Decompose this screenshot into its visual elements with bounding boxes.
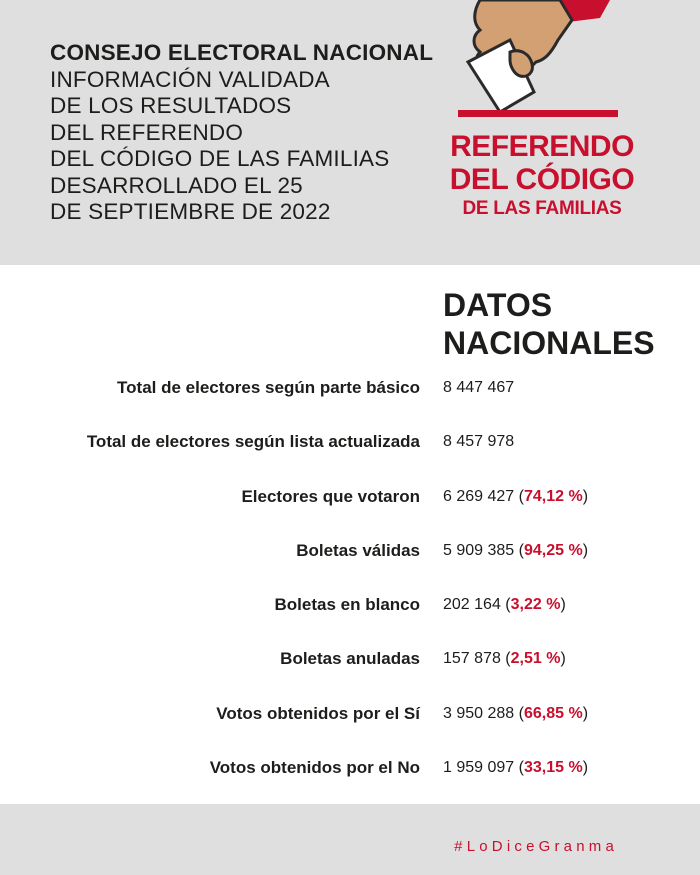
result-value: 1 959 097 (33,15 %) [443, 759, 589, 777]
result-number: 202 164 [443, 596, 501, 614]
result-label: Boletas en blanco [274, 595, 420, 615]
header-line-3: DE LOS RESULTADOS [50, 93, 292, 118]
section-title [443, 286, 655, 362]
logo-line-2: DEL CÓDIGO [449, 163, 635, 196]
header-line-7: DE SEPTIEMBRE DE 2022 [50, 199, 331, 224]
result-row [0, 479, 700, 533]
result-value [443, 433, 514, 451]
result-row [0, 696, 700, 750]
result-value [443, 379, 514, 397]
result-number: 6 269 427 [443, 487, 515, 505]
header-line-5: DEL CÓDIGO DE LAS FAMILIAS [50, 146, 390, 171]
logo-line-1: REFERENDO [450, 130, 634, 163]
result-value: 157 878 (2,51 %) [443, 650, 566, 668]
result-row [0, 533, 700, 587]
header-line-1: CONSEJO ELECTORAL NACIONAL [50, 40, 434, 65]
hashtag: #LoDiceGranma [454, 838, 618, 855]
header-band [0, 0, 700, 265]
result-row [0, 641, 700, 695]
result-value: 3 950 288 (66,85 %) [443, 704, 589, 722]
result-label: Votos obtenidos por el Sí [216, 703, 420, 723]
result-value: 202 164 (3,22 %) [443, 596, 566, 614]
result-number: 157 878 [443, 650, 501, 668]
result-row [0, 750, 700, 804]
result-value: 6 269 427 (74,12 %) [443, 487, 589, 505]
result-value: 5 909 385 (94,25 %) [443, 541, 589, 559]
result-label: Electores que votaron [241, 486, 420, 506]
result-label: Boletas anuladas [280, 649, 420, 669]
results-list [0, 370, 700, 804]
result-number: 1 959 097 [443, 759, 515, 777]
result-percent: 3,22 % [510, 596, 561, 614]
logo-line-3: DE LAS FAMILIAS [462, 198, 622, 219]
result-percent: 33,15 % [523, 759, 583, 777]
header-text-block [50, 40, 433, 226]
result-row [0, 587, 700, 641]
result-label: Total de electores según lista actualizada [86, 432, 420, 452]
header-line-4: DEL REFERENDO [50, 119, 244, 145]
result-number: 8 447 467 [443, 379, 515, 396]
result-percent: 66,85 % [523, 704, 583, 722]
section-title-line-2: NACIONALES [443, 325, 655, 361]
section-title-line-1: DATOS [443, 287, 553, 323]
result-row [0, 370, 700, 424]
referendo-logo-text [442, 130, 642, 222]
result-label: Total de electores según parte básico [117, 378, 420, 397]
result-label: Votos obtenidos por el No [209, 758, 420, 778]
header-line-2: INFORMACIÓN VALIDADA [50, 66, 330, 92]
result-row [0, 424, 700, 478]
result-number: 8 457 978 [443, 433, 515, 451]
result-percent: 74,12 % [523, 487, 583, 505]
header-line-6: DESARROLLADO EL 25 [50, 172, 303, 198]
result-number: 3 950 288 [443, 704, 515, 722]
footer-band [0, 804, 700, 875]
result-number: 5 909 385 [443, 541, 515, 559]
result-percent: 2,51 % [510, 650, 561, 668]
result-label: Boletas válidas [296, 540, 420, 560]
result-percent: 94,25 % [523, 541, 583, 559]
